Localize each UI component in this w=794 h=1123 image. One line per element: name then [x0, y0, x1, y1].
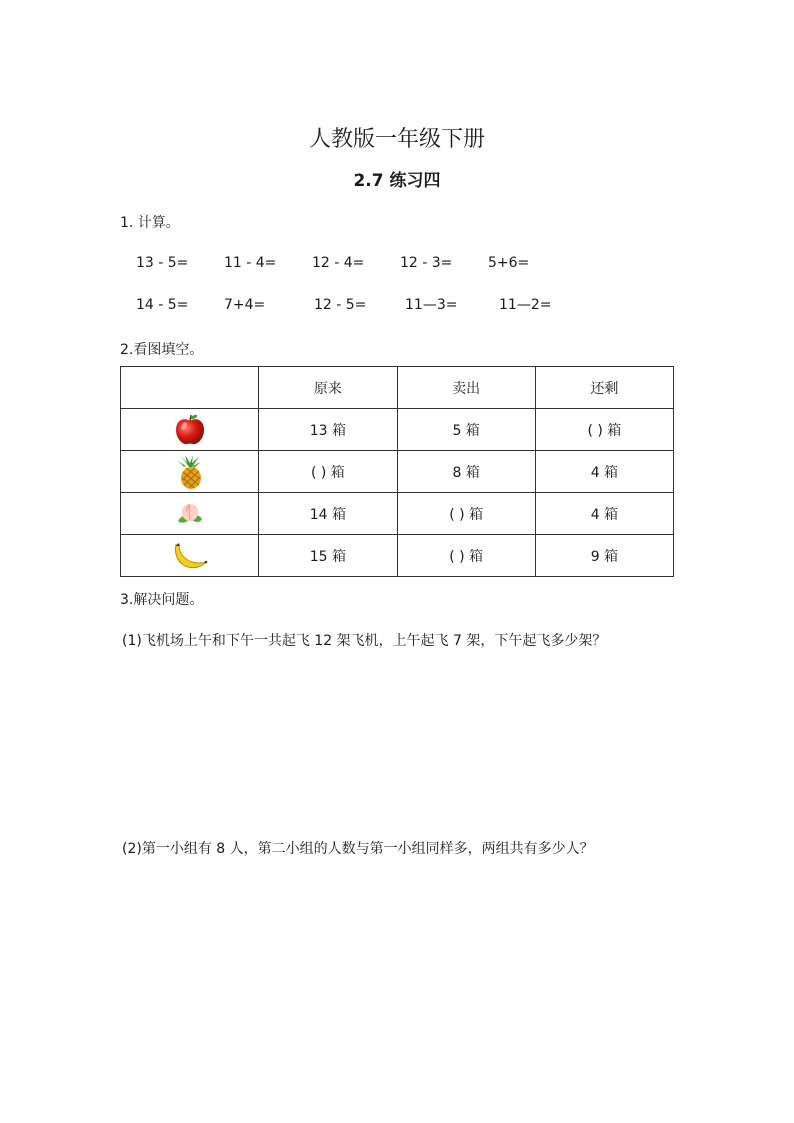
- banana-icon: [170, 540, 210, 572]
- table-cell: 4 箱: [535, 493, 673, 535]
- section3-heading: 3.解决问题。: [120, 592, 204, 608]
- page-subtitle: 2.7 练习四: [353, 171, 441, 191]
- question-1: (1)飞机场上午和下午一共起飞 12 架飞机，上午起飞 7 架，下午起飞多少架？: [122, 633, 607, 649]
- apple-icon: [172, 412, 208, 448]
- fruit-table: [120, 366, 674, 577]
- table-cell: 9 箱: [535, 535, 673, 577]
- table-cell: ( ) 箱: [397, 535, 535, 577]
- equation: 14 - 5=: [136, 297, 189, 313]
- table-cell: ( ) 箱: [397, 493, 535, 535]
- column-header: 原来: [259, 367, 397, 409]
- equation: 11 - 4=: [224, 255, 277, 271]
- peach-icon: [172, 499, 208, 529]
- equation: 11—2=: [499, 297, 552, 313]
- table-cell: 8 箱: [397, 451, 535, 493]
- equation: 12 - 4=: [312, 255, 365, 271]
- question-2: (2)第一小组有 8 人，第二小组的人数与第一小组同样多，两组共有多少人？: [122, 841, 594, 857]
- equation: 12 - 5=: [314, 297, 367, 313]
- table-row: [121, 451, 674, 493]
- table-cell: 15 箱: [259, 535, 397, 577]
- section1-heading: 1. 计算。: [120, 215, 180, 231]
- pineapple-icon: [172, 454, 208, 490]
- equation: 5+6=: [488, 255, 530, 271]
- table-cell: ( ) 箱: [259, 451, 397, 493]
- equation: 11—3=: [405, 297, 458, 313]
- table-header-row: [121, 367, 674, 409]
- table-cell: 13 箱: [259, 409, 397, 451]
- equation: 12 - 3=: [400, 255, 453, 271]
- table-row: [121, 409, 674, 451]
- table-row: [121, 535, 674, 577]
- column-header: 卖出: [397, 367, 535, 409]
- equation: 13 - 5=: [136, 255, 189, 271]
- page-title: 人教版一年级下册: [308, 127, 485, 152]
- column-header: [121, 367, 259, 409]
- table-cell: ( ) 箱: [535, 409, 673, 451]
- table-cell: 14 箱: [259, 493, 397, 535]
- section2-heading: 2.看图填空。: [120, 342, 204, 358]
- table-row: [121, 493, 674, 535]
- equation: 7+4=: [224, 297, 266, 313]
- table-cell: 5 箱: [397, 409, 535, 451]
- column-header: 还剩: [535, 367, 673, 409]
- table-cell: 4 箱: [535, 451, 673, 493]
